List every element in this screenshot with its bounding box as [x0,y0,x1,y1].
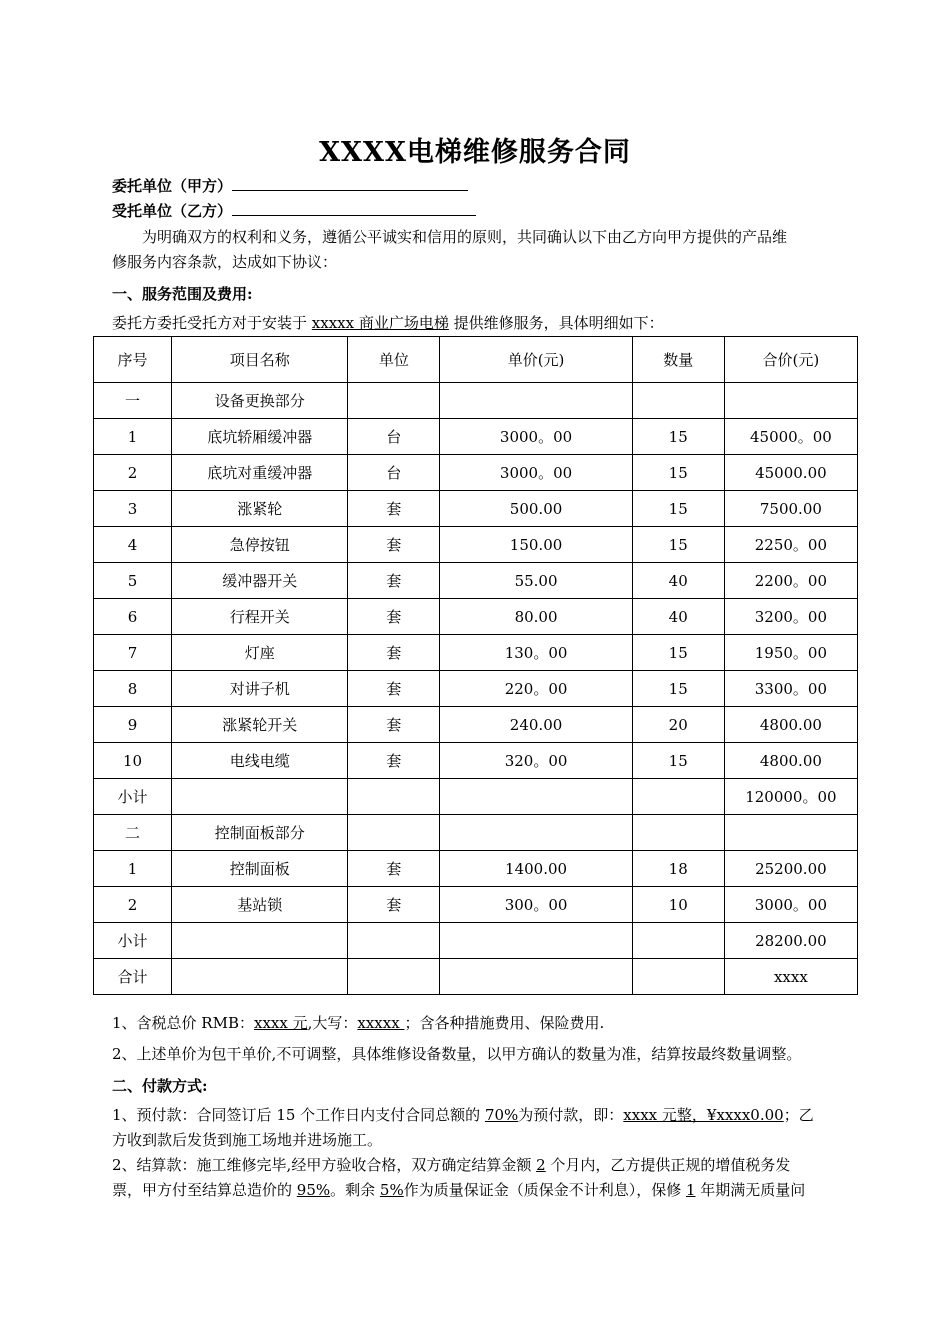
pay-2-l2-mid2: 作为质量保证金（质保金不计利息），保修 [403,1181,686,1199]
table-cell: 小计 [94,923,172,959]
header-cell: 项目名称 [172,337,348,383]
note-1-amount-words: xxxxx [357,1014,405,1032]
pay-1-post: ；乙 [783,1106,814,1124]
payment-2-line-1 [112,1155,790,1175]
table-cell: 40 [632,599,724,635]
table-cell: 500.00 [440,491,632,527]
table-row [94,419,858,455]
payment-1-line-1 [112,1105,814,1125]
table-cell: 套 [348,887,440,923]
table-cell [348,923,440,959]
table-cell: 300。00 [440,887,632,923]
section-2-heading: 二、付款方式: [112,1077,208,1095]
table-cell: 2200。00 [724,563,857,599]
section-1-desc [112,313,664,333]
pay-2-l2-pre: 票，甲方付至结算总造价的 [112,1181,297,1199]
table-cell: 控制面板部分 [172,815,348,851]
table-cell [440,959,632,995]
table-cell: 3200。00 [724,599,857,635]
party-b-label: 受托单位（乙方） [112,202,233,220]
party-a-blank [232,176,468,191]
pay-2-warranty-years: 1 [685,1181,696,1199]
table-cell: 80.00 [440,599,632,635]
table-cell: 18 [632,851,724,887]
table-cell: 1 [94,851,172,887]
header-cell: 合价(元) [724,337,857,383]
note-1-amount: xxxx 元 [254,1014,308,1032]
party-a-line [112,176,468,196]
table-cell: 套 [348,599,440,635]
table-cell: 9 [94,707,172,743]
table-cell: 25200.00 [724,851,857,887]
table-cell: 套 [348,851,440,887]
table-cell: 套 [348,671,440,707]
table-cell: 20 [632,707,724,743]
note-1-mid: ,大写： [307,1014,358,1032]
table-cell: 2250。00 [724,527,857,563]
table-cell: 10 [632,887,724,923]
pay-1-mid: 为预付款，即： [518,1106,624,1124]
note-1-post: ；含各种措施费用、保险费用. [404,1014,605,1032]
table-cell: 1 [94,419,172,455]
header-cell: 单价(元) [440,337,632,383]
table-cell: 灯座 [172,635,348,671]
intro-line-2: 修服务内容条款，达成如下协议： [112,253,338,271]
table-row [94,527,858,563]
table-cell: 二 [94,815,172,851]
table-cell: 3 [94,491,172,527]
table-row [94,743,858,779]
table-cell: 6 [94,599,172,635]
table-cell: xxxx [724,959,857,995]
table-cell: 1950。00 [724,635,857,671]
table-row [94,959,858,995]
table-cell: 套 [348,635,440,671]
table-cell [724,383,857,419]
table-cell: 2 [94,455,172,491]
table-cell: 基站锁 [172,887,348,923]
table-cell [348,815,440,851]
table-row [94,671,858,707]
table-cell [440,383,632,419]
table-cell: 130。00 [440,635,632,671]
table-cell: 3000。00 [724,887,857,923]
table-row [94,635,858,671]
table-cell [632,779,724,815]
table-cell: 涨紧轮开关 [172,707,348,743]
table-cell: 急停按钮 [172,527,348,563]
header-cell: 数量 [632,337,724,383]
table-row [94,563,858,599]
desc-pre: 委托方委托受托方对于安装于 [112,314,312,332]
table-cell: 10 [94,743,172,779]
table-cell: 底坑轿厢缓冲器 [172,419,348,455]
table-cell: 控制面板 [172,851,348,887]
table-cell: 150.00 [440,527,632,563]
table-row [94,779,858,815]
table-cell [172,959,348,995]
table-cell: 套 [348,527,440,563]
table-cell: 电线电缆 [172,743,348,779]
table-cell: 套 [348,743,440,779]
header-cell: 序号 [94,337,172,383]
desc-post: 提供维修服务，具体明细如下： [448,314,664,332]
payment-2-line-2 [112,1180,805,1200]
table-cell [348,779,440,815]
table-cell: 套 [348,491,440,527]
table-cell: 套 [348,563,440,599]
table-row [94,383,858,419]
party-b-line [112,201,476,221]
pay-2-l2-post: 年期满无质量问 [695,1181,806,1199]
table-cell [172,923,348,959]
table-cell: 3000。00 [440,419,632,455]
note-1 [112,1013,604,1033]
pay-2-percent: 95% [296,1181,331,1199]
table-cell [632,923,724,959]
table-cell [632,959,724,995]
table-row [94,455,858,491]
table-cell [632,815,724,851]
table-cell [724,815,857,851]
table-header-row [94,337,858,383]
table-cell [348,959,440,995]
price-table-body [94,337,858,995]
section-1-heading: 一、服务范围及费用: [112,285,253,303]
table-cell: 设备更换部分 [172,383,348,419]
table-cell [440,779,632,815]
table-cell: 一 [94,383,172,419]
desc-location: xxxxx 商业广场电梯 [311,314,449,332]
table-cell: 4800.00 [724,743,857,779]
table-row [94,851,858,887]
table-row [94,923,858,959]
party-a-label: 委托单位（甲方） [112,177,233,195]
table-cell: 40 [632,563,724,599]
table-cell: 28200.00 [724,923,857,959]
table-cell: 3000。00 [440,455,632,491]
table-cell: 4800.00 [724,707,857,743]
intro-line-1: 为明确双方的权利和义务，遵循公平诚实和信用的原则，共同确认以下由乙方向甲方提供的产品维 [142,228,788,246]
table-cell: 底坑对重缓冲器 [172,455,348,491]
pay-1-amount: xxxx 元整，¥xxxx0.00 [623,1106,784,1124]
table-cell: 120000。00 [724,779,857,815]
table-cell: 台 [348,419,440,455]
pay-1-pre: 1、预付款：合同签订后 15 个工作日内支付合同总额的 [112,1106,485,1124]
pay-2-l2-mid: 。剩余 [330,1181,380,1199]
table-cell: 45000。00 [724,419,857,455]
table-cell: 15 [632,671,724,707]
party-b-blank [232,201,476,216]
table-row [94,491,858,527]
table-cell: 7 [94,635,172,671]
table-cell [172,779,348,815]
table-cell: 15 [632,743,724,779]
table-row [94,887,858,923]
note-1-pre: 1、含税总价 RMB： [112,1014,254,1032]
table-cell [440,815,632,851]
table-cell [348,383,440,419]
note-2: 2、上述单价为包干单价,不可调整，具体维修设备数量，以甲方确认的数量为准，结算按最终数量调整。 [112,1045,802,1063]
table-cell: 15 [632,635,724,671]
table-cell: 涨紧轮 [172,491,348,527]
table-cell: 套 [348,707,440,743]
table-cell: 3300。00 [724,671,857,707]
price-table [93,336,858,995]
table-cell: 台 [348,455,440,491]
payment-1-line-2: 方收到款后发货到施工场地并进场施工。 [112,1131,383,1149]
table-cell: 合计 [94,959,172,995]
table-row [94,707,858,743]
table-cell: 15 [632,419,724,455]
pay-2-pre: 2、结算款：施工维修完毕,经甲方验收合格，双方确定结算金额 [112,1156,537,1174]
pay-2-retention: 5% [379,1181,404,1199]
table-cell: 7500.00 [724,491,857,527]
table-cell: 行程开关 [172,599,348,635]
table-cell: 15 [632,491,724,527]
pay-1-percent: 70% [484,1106,519,1124]
table-cell: 对讲子机 [172,671,348,707]
contract-title: XXXX电梯维修服务合同 [319,137,631,168]
table-cell: 4 [94,527,172,563]
table-cell: 240.00 [440,707,632,743]
header-cell: 单位 [348,337,440,383]
table-row [94,815,858,851]
table-cell: 320。00 [440,743,632,779]
table-cell: 15 [632,527,724,563]
pay-2-months: 2 [536,1156,546,1174]
table-row [94,599,858,635]
table-cell: 55.00 [440,563,632,599]
table-cell: 15 [632,455,724,491]
table-cell: 8 [94,671,172,707]
table-cell [440,923,632,959]
table-cell: 5 [94,563,172,599]
table-cell: 小计 [94,779,172,815]
pay-2-post: 个月内，乙方提供正规的增值税务发 [545,1156,791,1174]
table-cell: 1400.00 [440,851,632,887]
table-cell: 45000.00 [724,455,857,491]
table-cell: 2 [94,887,172,923]
table-cell [632,383,724,419]
table-cell: 缓冲器开关 [172,563,348,599]
table-cell: 220。00 [440,671,632,707]
